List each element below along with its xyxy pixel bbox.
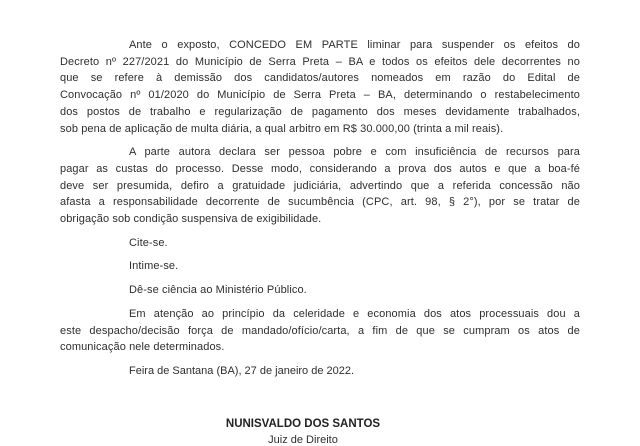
signature-block [43,416,563,446]
text-line: A parte autora declara ser pessoa pobre e com insuficiência de recursos para [129,146,580,159]
text-line: Em atenção ao princípio da celeridade e economia dos atos processuais dou a [129,307,580,320]
date-line: Feira de Santana (BA), 27 de janeiro de 2022. [129,364,355,377]
paragraph [60,258,580,275]
paragraph [60,37,580,137]
paragraph [60,144,580,228]
text-line: Cite-se. [129,236,168,249]
signature-title: Juiz de Direito [268,434,338,446]
paragraphs [60,37,580,356]
text-line: comunicação nele determinados. [60,341,225,354]
text-line: obrigação sob condição suspensiva de exigibilidade. [60,213,322,226]
text-line: que se refere à demissão dos candidatos/autores nomeados em razão do Edital de [60,72,580,85]
text-line: este despacho/decisão força de mandado/ofício/carta, a fim de que se cumpram os atos de [60,324,580,337]
text-line: Convocação nº 01/2020 do Município de Serra Preta – BA, determinando o restabelecimento [60,89,580,102]
text-line: Decreto nº 227/2021 do Município de Serra Preta – BA e todos os efeitos dele decorrentes no [60,55,580,68]
text-line: deve ser presumida, defiro a gratuidade judiciária, advertindo que a referida concessão não [60,179,580,192]
signature-name: NUNISVALDO DOS SANTOS [225,417,381,430]
text-line: Dê-se ciência ao Ministério Público. [129,284,307,297]
text-line: pagar as custas do processo. Desse modo, considerando a prova dos autos e que a boa-fé [60,162,580,175]
paragraph [60,235,580,252]
paragraph [60,306,580,356]
text-line: sob pena de aplicação de multa diária, a qual arbitro em R$ 30.000,00 (trinta a mil reais). [60,122,504,135]
text-line: Ante o exposto, CONCEDO EM PARTE liminar para suspender os efeitos do [129,39,580,51]
text-line: afasta a responsabilidade decorrente de sucumbência (CPC, art. 98, § 2°), por se tratar de [60,196,580,209]
text-line: dos postos de trabalho e regularização de pagamento dos meses devidamente trabalhados, [60,105,580,118]
paragraph [60,282,580,299]
text-line: Intime-se. [129,260,179,273]
